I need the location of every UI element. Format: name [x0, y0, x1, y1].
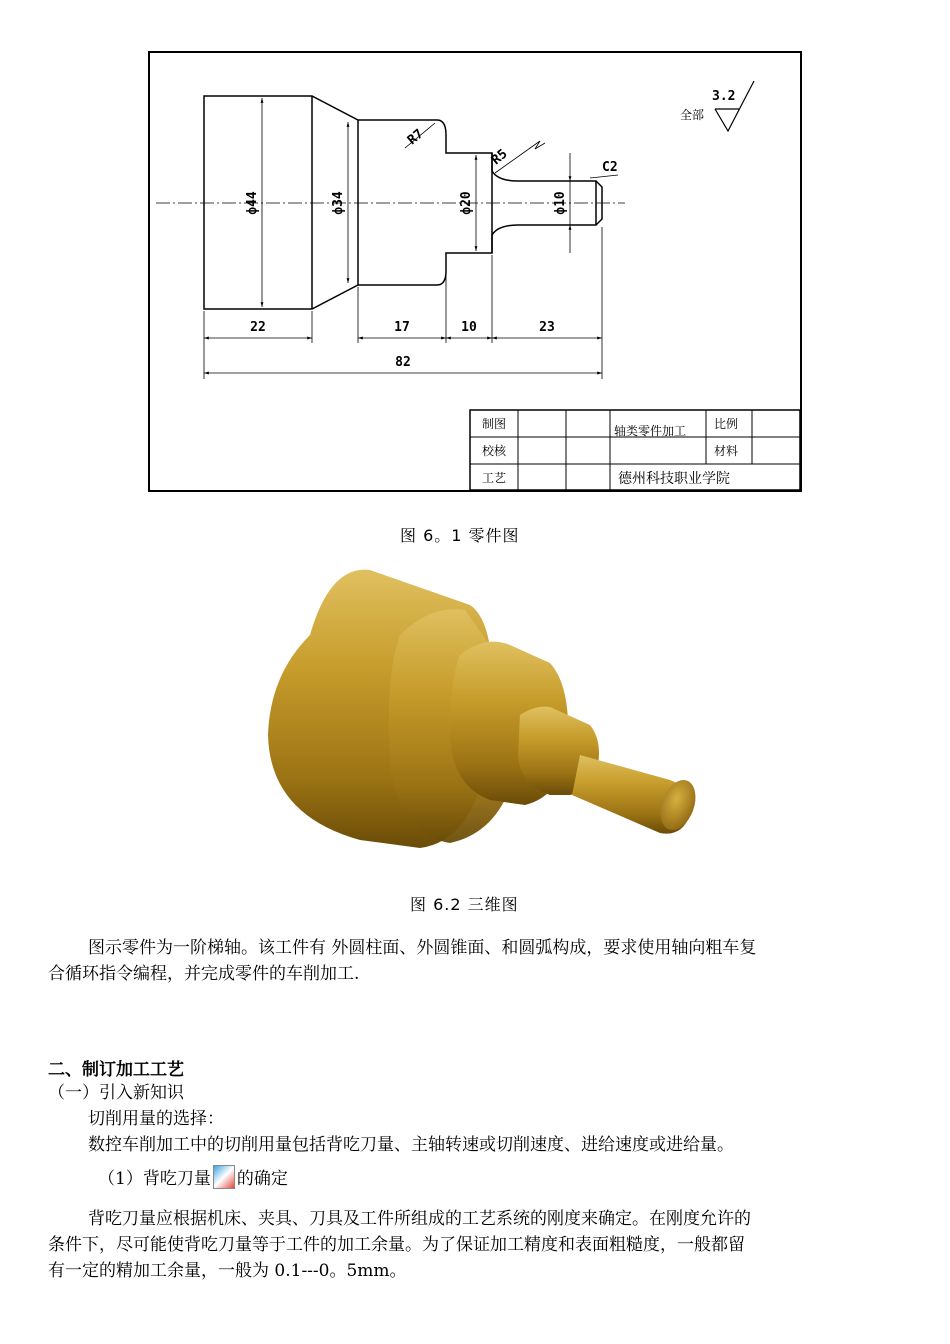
dim-l10: 10	[461, 320, 477, 335]
dim-l22: 22	[250, 320, 266, 335]
part-drawing-svg	[150, 53, 800, 490]
tb-scale-label: 比例	[714, 417, 739, 431]
intro-line-2: 合循环指令编程，并完成零件的车削加工.	[48, 964, 360, 984]
section-subtitle: （一）引入新知识	[48, 1083, 184, 1103]
fig2-caption: 图 6.2 三维图	[410, 895, 519, 914]
roughness-value: 3.2	[712, 89, 736, 104]
dim-d20: ф20	[459, 191, 474, 215]
body-line-1: 背吃刀量应根据机床、夹具、刀具及工件所组成的工艺系统的刚度来确定。在刚度允许的	[88, 1209, 751, 1229]
roughness-label: 全部	[680, 108, 705, 122]
tb-r2c1: 校核	[482, 444, 507, 458]
part-3d-svg	[250, 565, 720, 855]
tb-material-label: 材料	[714, 444, 739, 458]
tb-part-name: 轴类零件加工	[614, 424, 687, 438]
tb-school: 德州科技职业学院	[618, 471, 730, 487]
c2-leader	[590, 175, 618, 178]
dim-c2: C2	[602, 160, 618, 175]
item-1-suffix: 的确定	[236, 1169, 288, 1189]
intro-line-1: 图示零件为一阶梯轴。该工件有 外圆柱面、外圆锥面、和圆弧构成，要求使用轴向粗车复	[88, 938, 757, 958]
dim-d34: ф34	[331, 191, 346, 215]
section-line-1: 切削用量的选择：	[88, 1109, 224, 1129]
dim-l23: 23	[539, 320, 555, 335]
item-1	[98, 1165, 288, 1192]
dim-r7: R7	[404, 126, 427, 149]
part-drawing	[148, 51, 802, 492]
tb-r1c1: 制图	[482, 417, 507, 431]
section-line-2: 数控车削加工中的切削用量包括背吃刀量、主轴转速或切削速度、进给速度或进给量。	[88, 1135, 734, 1155]
tb-r3c1: 工艺	[482, 471, 507, 485]
dim-l82: 82	[395, 355, 411, 370]
part-outline	[204, 96, 602, 309]
dim-d10: ф10	[553, 191, 568, 215]
symbol-image-icon	[213, 1165, 235, 1189]
section-title: 二、制订加工工艺	[48, 1060, 184, 1080]
part-3d-render	[250, 565, 720, 855]
item-1-prefix: （1）背吃刀量	[98, 1169, 211, 1189]
dim-d44: ф44	[245, 191, 260, 215]
fig1-caption: 图 6。1 零件图	[400, 526, 520, 545]
body-line-3: 有一定的精加工余量，一般为 0.1---0。5mm。	[48, 1261, 407, 1281]
dim-l17: 17	[394, 320, 410, 335]
dim-r5: R5	[488, 146, 511, 169]
body-line-2: 条件下，尽可能使背吃刀量等于工件的加工余量。为了保证加工精度和表面粗糙度，一般都留	[48, 1235, 745, 1255]
